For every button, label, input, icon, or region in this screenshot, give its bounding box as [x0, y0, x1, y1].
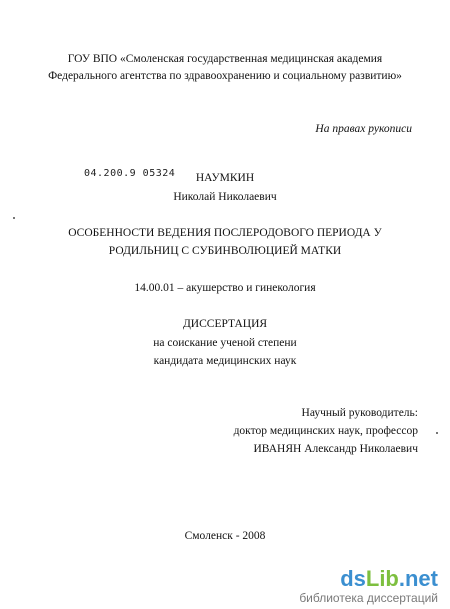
title-line-2: РОДИЛЬНИЦ С СУБИНВОЛЮЦИЕЙ МАТКИ — [108, 245, 342, 257]
dslib-subtitle: библиотека диссертаций — [299, 591, 438, 605]
supervisor-label: Научный руководитель: — [301, 407, 418, 419]
specialty: 14.00.01 – акушерство и гинекология — [134, 282, 316, 294]
dslib-logo — [299, 568, 438, 590]
library-stamp-number: 04.200.9 05324 — [84, 168, 176, 179]
dslib-watermark — [299, 568, 438, 605]
supervisor-degree: доктор медицинских наук, профессор — [233, 425, 418, 437]
dslib-logo-lib: Lib — [365, 566, 399, 591]
manuscript-note: На правах рукописи — [315, 123, 412, 135]
scan-speck — [13, 217, 15, 219]
scan-speck — [436, 432, 438, 434]
doc-type-line-1: на соискание ученой степени — [153, 337, 297, 349]
header-line-2: Федерального агентства по здравоохранению и социальному развитию» — [48, 70, 402, 82]
supervisor-name: ИВАНЯН Александр Николаевич — [253, 443, 418, 455]
doc-type-heading: ДИССЕРТАЦИЯ — [182, 318, 268, 330]
dslib-logo-net: .net — [398, 566, 438, 591]
dslib-logo-ds: ds — [340, 566, 366, 591]
title-line-1: ОСОБЕННОСТИ ВЕДЕНИЯ ПОСЛЕРОДОВОГО ПЕРИОДА У — [68, 227, 382, 239]
city-year: Смоленск - 2008 — [184, 530, 266, 542]
author-surname: НАУМКИН — [195, 172, 255, 184]
header-line-1: ГОУ ВПО «Смоленская государственная медицинская академия — [67, 53, 383, 65]
doc-type-line-2: кандидата медицинских наук — [153, 355, 297, 367]
author-name: Николай Николаевич — [173, 191, 277, 203]
